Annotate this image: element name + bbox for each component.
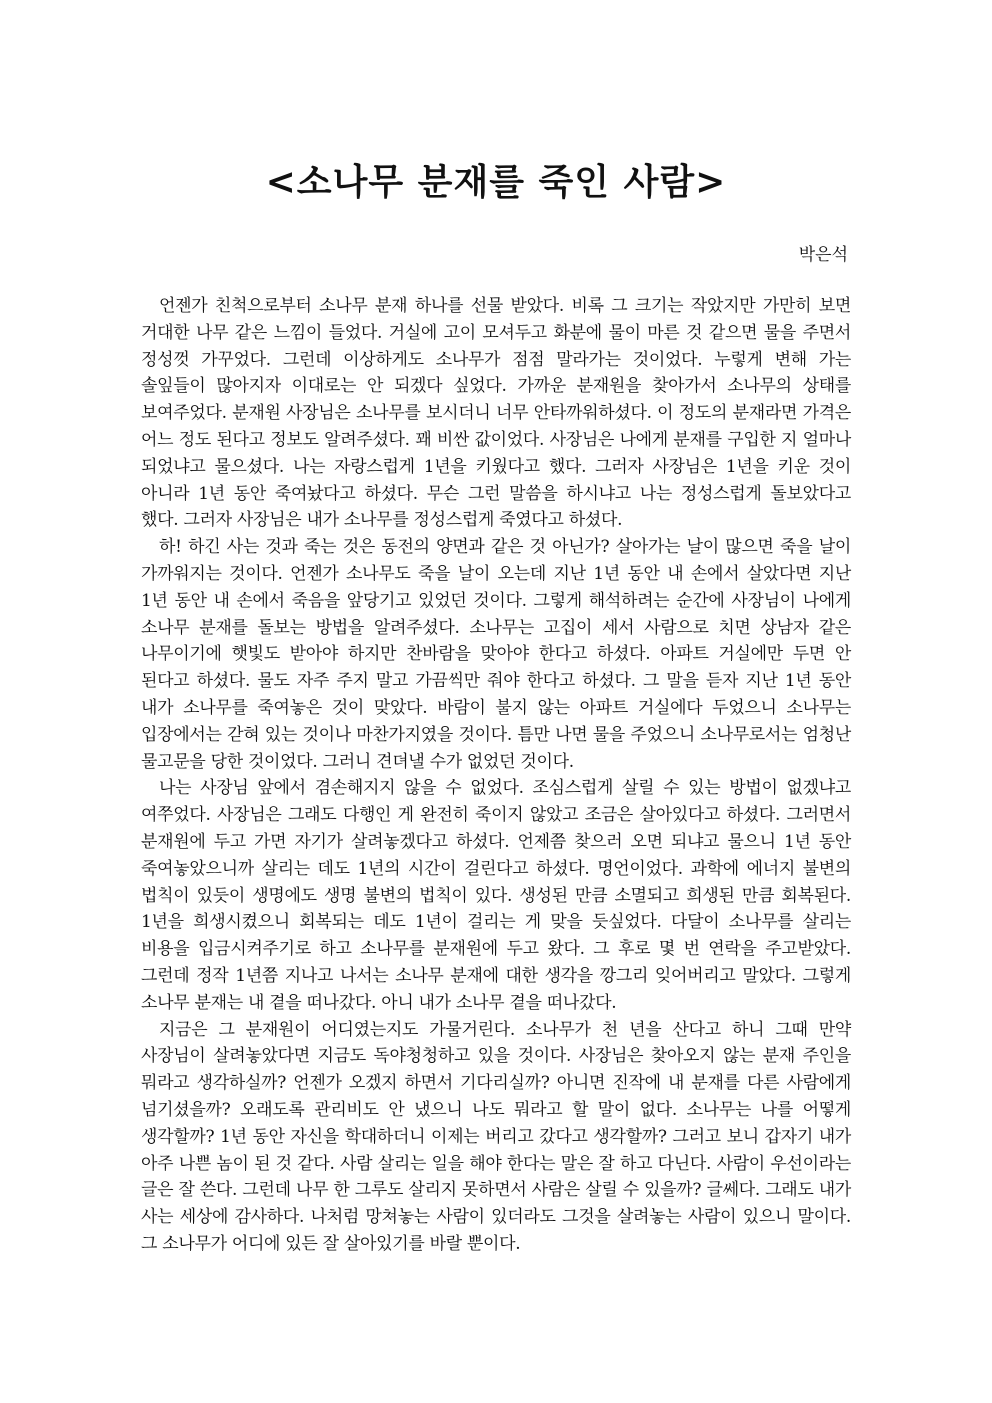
essay-paragraph: 지금은 그 분재원이 어디였는지도 가물거린다. 소나무가 천 년을 산다고 하니 그때 만약 사장님이 살려놓았다면 지금도 독야청청하고 있을 것이다. 사장님은 찾아오지 않는 분재 주인을 뭐라고 생각하실까? 언젠가 오겠지 하면서 기다리실까? 아니면 진작에 내 분재를 다른 사람에게 넘기셨을까? 오래도록 관리비도 안 냈으니 나도 뭐라고 할 말이 없다. 소나무는 나를 어떻게 생각할까? 1년 동안 자신을 학대하더니 이제는 버리고 갔다고 생각할까? 그러고 보니 갑자기 내가 아주 나쁜 놈이 된 것 같다. 사람 살리는 일을 해야 한다는 말은 잘 하고 다닌다. 사람이 우선이라는 글은 잘 쓴다. 그런데 나무 한 그루도 살리지 못하면서 사람은 살릴 수 있을까? 글쎄다. 그래도 내가 사는 세상에 감사하다. 나처럼 망쳐놓는 사람이 있더라도 그것을 살려놓는 사람이 있으니 말이다. 그 소나무가 어디에 있든 잘 살아있기를 바랄 뿐이다. bbox=[141, 1019, 851, 1254]
essay-paragraph: 언젠가 친척으로부터 소나무 분재 하나를 선물 받았다. 비록 그 크기는 작았지만 가만히 보면 거대한 나무 같은 느낌이 들었다. 거실에 고이 모셔두고 화분에 물이 마른 것 같으면 물을 주면서 정성껏 가꾸었다. 그런데 이상하게도 소나무가 점점 말라가는 것이었다. 누렇게 변해 가는 솔잎들이 많아지자 이대로는 안 되겠다 싶었다. 가까운 분재원을 찾아가서 소나무의 상태를 보여주었다. 분재원 사장님은 소나무를 보시더니 너무 안타까워하셨다. 이 정도의 분재라면 가격은 어느 정도 된다고 정보도 알려주셨다. 꽤 비싼 값이었다. 사장님은 나에게 분재를 구입한 지 얼마나 되었냐고 물으셨다. 나는 자랑스럽게 1년을 키웠다고 했다. 그러자 사장님은 1년을 키운 것이 아니라 1년 동안 죽여놨다고 하셨다. 무슨 그런 말씀을 하시냐고 나는 정성스럽게 돌보았다고 했다. 그러자 사장님은 내가 소나무를 정성스럽게 죽였다고 하셨다. bbox=[141, 296, 852, 531]
document-title: <소나무 분재를 죽인 사람> bbox=[265, 161, 727, 203]
essay-paragraph: 나는 사장님 앞에서 겸손해지지 않을 수 없었다. 조심스럽게 살릴 수 있는 방법이 없겠냐고 여쭈었다. 사장님은 그래도 다행인 게 완전히 죽이지 않았고 조금은 살아있다고 하셨다. 그러면서 분재원에 두고 가면 자기가 살려놓겠다고 하셨다. 언제쯤 찾으러 오면 되냐고 물으니 1년 동안 죽여놓았으니까 살리는 데도 1년의 시간이 걸린다고 하셨다. 명언이었다. 과학에 에너지 불변의 법칙이 있듯이 생명에도 생명 불변의 법칙이 있다. 생성된 만큼 소멸되고 희생된 만큼 회복된다. 1년을 희생시켰으니 회복되는 데도 1년이 걸리는 게 맞을 듯싶었다. 다달이 소나무를 살리는 비용을 입금시켜주기로 하고 소나무를 분재원에 두고 왔다. 그 후로 몇 번 연락을 주고받았다. 그런데 정작 1년쯤 지나고 나서는 소나무 분재에 대한 생각을 깡그리 잊어버리고 말았다. 그렇게 소나무 분재는 내 곁을 떠나갔다. 아니 내가 소나무 곁을 떠나갔다. bbox=[141, 778, 851, 1013]
essay-paragraph: 하! 하긴 사는 것과 죽는 것은 동전의 양면과 같은 것 아닌가? 살아가는 날이 많으면 죽을 날이 가까워지는 것이다. 언젠가 소나무도 죽을 날이 오는데 지난 1년 동안 내 손에서 살았다면 지난 1년 동안 내 손에서 죽음을 앞당기고 있었던 것이다. 그렇게 해석하려는 순간에 사장님이 나에게 소나무 분재를 돌보는 방법을 알려주셨다. 소나무는 고집이 세서 사람으로 치면 상남자 같은 나무이기에 햇빛도 받아야 하지만 찬바람을 맞아야 한다고 하셨다. 아파트 거실에만 두면 안 된다고 하셨다. 물도 자주 주지 말고 가끔씩만 줘야 한다고 하셨다. 그 말을 듣자 지난 1년 동안 내가 소나무를 죽여놓은 것이 맞았다. 바람이 불지 않는 아파트 거실에다 두었으니 소나무는 입장에서는 갇혀 있는 것이나 마찬가지였을 것이다. 틈만 나면 물을 주었으니 소나무로서는 엄청난 물고문을 당한 것이었다. 그러니 견뎌낼 수가 없었던 것이다. bbox=[141, 537, 851, 772]
essay-body bbox=[141, 293, 851, 1258]
author-name: 박은석 bbox=[798, 245, 848, 265]
